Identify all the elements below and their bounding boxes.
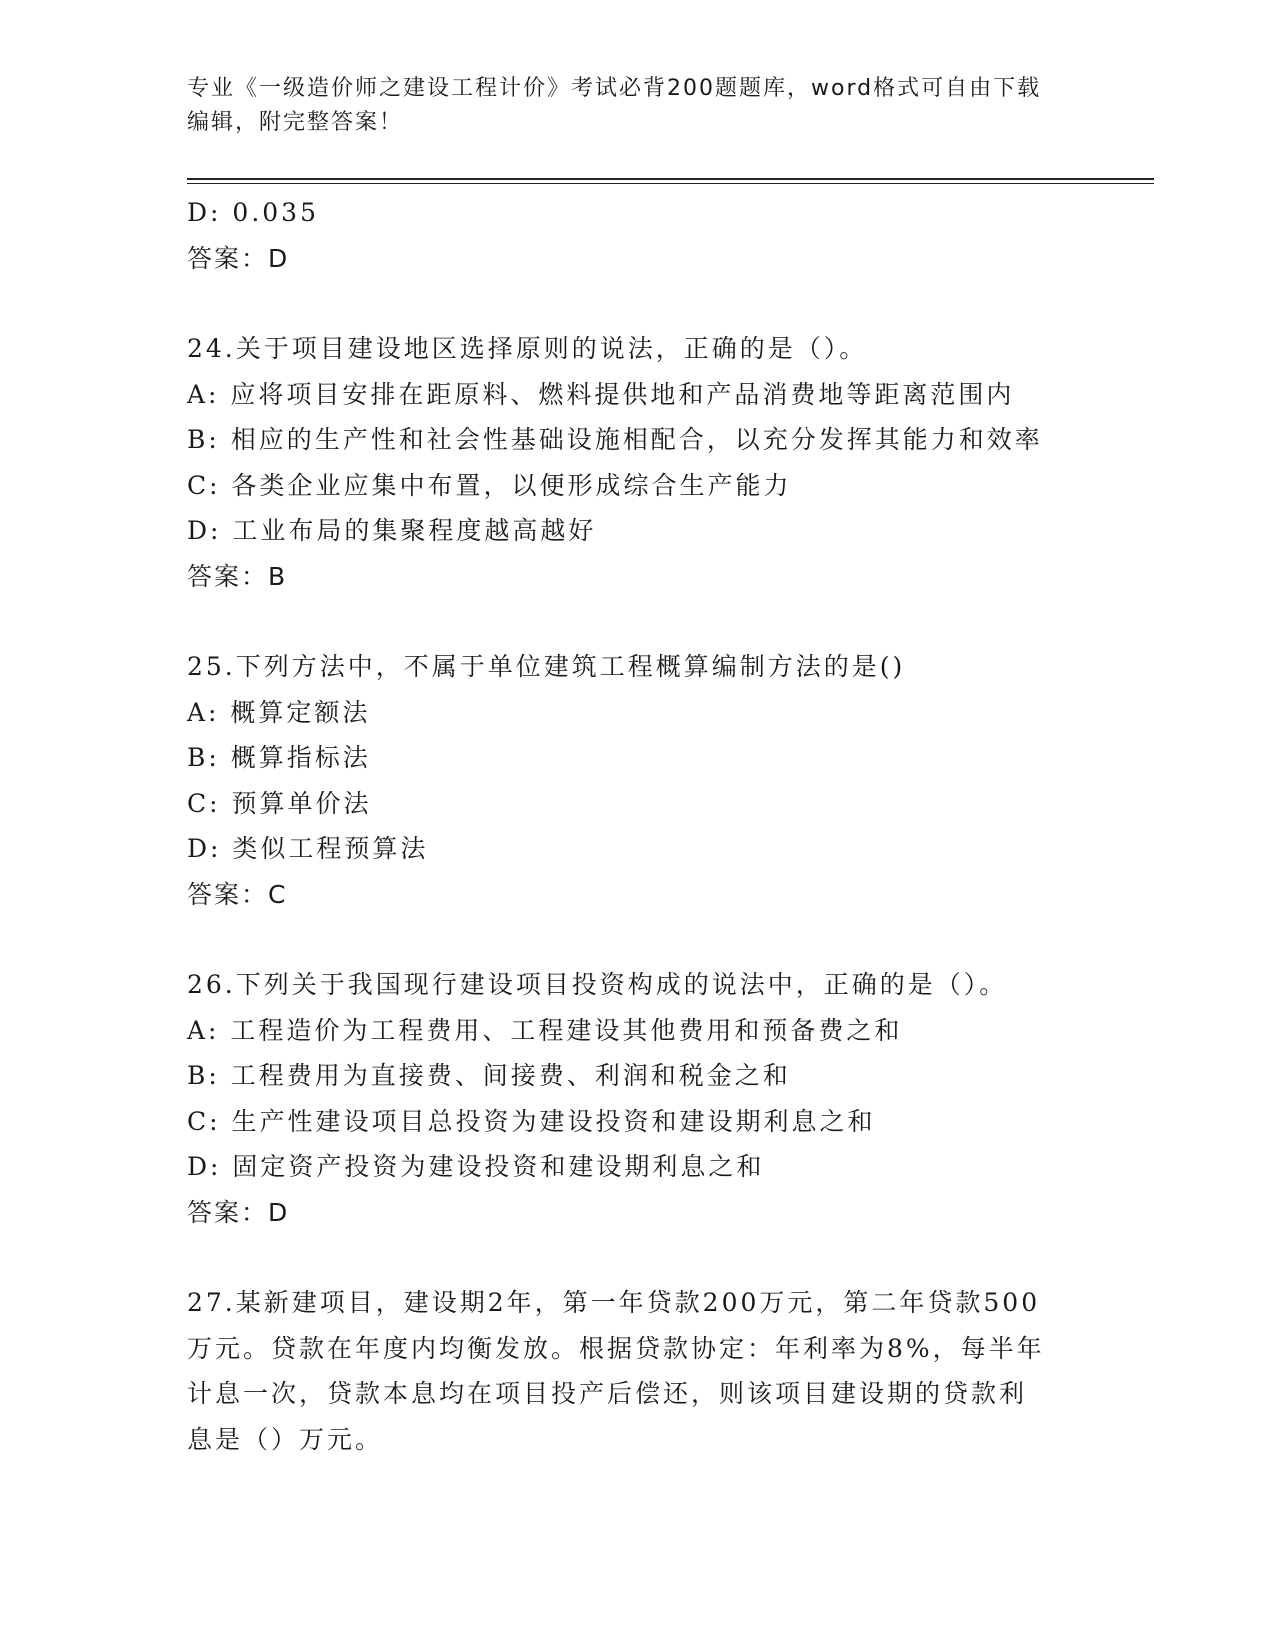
question-26 [187,962,1087,1235]
option-a: A: 工程造价为工程费用、工程建设其他费用和预备费之和 [187,1015,903,1045]
spacer [187,281,1087,326]
option-c: C: 各类企业应集中布置，以便形成综合生产能力 [187,470,792,500]
header-line-1: 专业《一级造价师之建设工程计价》考试必背200题题库，word格式可自由下载 [187,76,1042,101]
option-c: C: 预算单价法 [187,788,372,818]
question-stem-line-1: 27.某新建项目，建设期2年，第一年贷款200万元，第二年贷款500 [187,1288,1041,1317]
header-line-2: 编辑，附完整答案！ [187,110,404,135]
option-b: B: 概算指标法 [187,743,371,772]
question-stem: 25.下列方法中，不属于单位建筑工程概算编制方法的是() [187,652,906,681]
prev-answer: 答案：D [187,243,290,273]
header-divider [187,178,1154,180]
question-25 [187,644,1087,917]
question-stem-line-4: 息是（）万元。 [187,1424,384,1454]
spacer [187,599,1087,644]
option-b: B: 相应的生产性和社会性基础设施相配合，以充分发挥其能力和效率 [187,425,1043,454]
answer: 答案：B [187,561,288,591]
option-c: C: 生产性建设项目总投资为建设投资和建设期利息之和 [187,1106,876,1136]
question-stem: 24.关于项目建设地区选择原则的说法，正确的是（）。 [187,334,868,363]
option-d: D: 类似工程预算法 [187,834,429,863]
prev-option-d: D: 0.035 [187,198,319,227]
document-body [187,190,1087,1462]
option-b: B: 工程费用为直接费、间接费、利润和税金之和 [187,1061,791,1090]
option-d: D: 工业布局的集聚程度越高越好 [187,516,597,545]
question-stem: 26.下列关于我国现行建设项目投资构成的说法中，正确的是（）。 [187,970,1008,999]
header-divider-thin [187,183,1154,184]
question-stem-line-3: 计息一次，贷款本息均在项目投产后偿还，则该项目建设期的贷款利 [187,1379,1028,1408]
page-header [187,72,1067,140]
question-24 [187,326,1087,599]
question-stem-line-2: 万元。贷款在年度内均衡发放。根据贷款协定：年利率为8%，每半年 [187,1333,1045,1363]
option-a: A: 概算定额法 [187,697,371,727]
spacer [187,917,1087,962]
answer: 答案：D [187,1197,290,1227]
option-a: A: 应将项目安排在距原料、燃料提供地和产品消费地等距离范围内 [187,379,1015,409]
question-27 [187,1280,1087,1462]
answer: 答案：C [187,879,288,909]
spacer [187,1235,1087,1280]
option-d: D: 固定资产投资为建设投资和建设期利息之和 [187,1152,765,1181]
